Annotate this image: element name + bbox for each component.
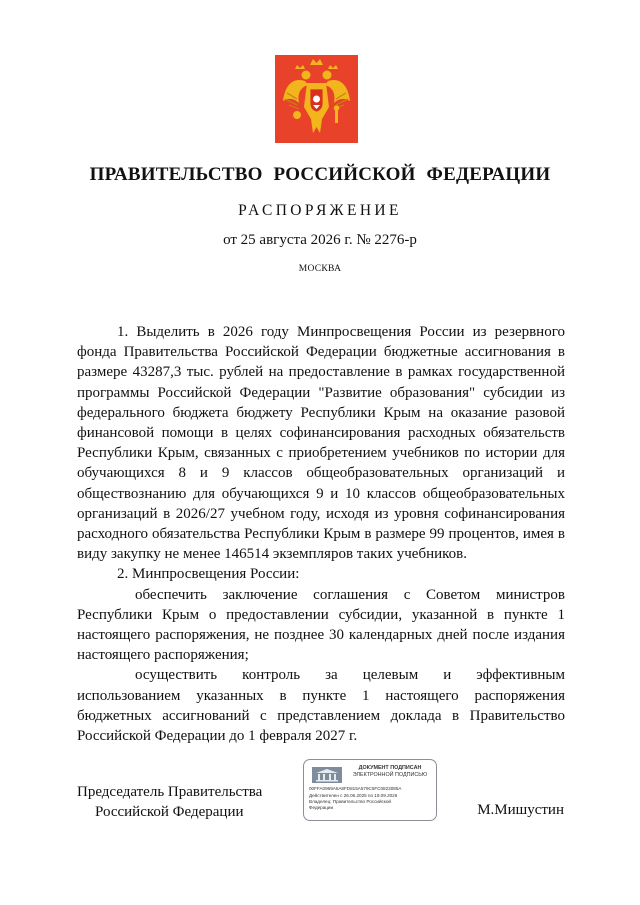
document-city: МОСКВА bbox=[298, 264, 342, 274]
paragraph-3: обеспечить заключение соглашения с Советом министров Республики Крым о предоставлении субсидии, указанной в пункте 1 настоящего распоряжения, не позднее 30 календарных дней после издания настоящего распоряжения; bbox=[77, 586, 565, 664]
government-building-icon bbox=[312, 767, 342, 783]
stamp-owner-line2: Федерации bbox=[309, 805, 334, 810]
electronic-signature-stamp bbox=[303, 759, 437, 821]
stamp-heading1: ДОКУМЕНТ ПОДПИСАН bbox=[358, 765, 422, 771]
signer-position-line2: Российской Федерации bbox=[95, 804, 244, 820]
document-type: РАСПОРЯЖЕНИЕ bbox=[238, 202, 402, 219]
stamp-owner-line1: Владелец: Правительство Российской bbox=[309, 799, 391, 804]
stamp-serial: 00FFA0969A5A8FD815A579C5FC0823085A bbox=[309, 786, 402, 791]
paragraph-4: осуществить контроль за целевым и эффективным использованием указанных в пункте 1 настоящего распоряжения бюджетных ассигнований с представлением доклада в Правительство Российской Федерации до 1 февраля 2027 г. bbox=[77, 667, 565, 745]
coat-of-arms-icon bbox=[275, 55, 358, 143]
document-date-number: от 25 августа 2026 г. № 2276-р bbox=[223, 232, 417, 248]
signer-position-line1: Председатель Правительства bbox=[77, 784, 263, 800]
stamp-valid: Действителен с 26.06.2025 по 19.09.2026 bbox=[309, 793, 398, 798]
signer-name: М.Мишустин bbox=[477, 802, 564, 818]
government-title: ПРАВИТЕЛЬСТВО РОССИЙСКОЙ ФЕДЕРАЦИИ bbox=[89, 164, 551, 185]
signer-position bbox=[77, 782, 277, 822]
document-body bbox=[77, 322, 565, 746]
paragraph-2: 2. Минпросвещения России: bbox=[117, 566, 300, 583]
paragraph-1: 1. Выделить в 2026 году Минпросвещения России из резервного фонда Правительства Российской Федерации бюджетные ассигнования в размере 43287,3 тыс. рублей на предоставление в рамках государственной программы Российской Федерации "Развитие образования" субсидии из федерального бюджета бюджету Республики Крым на оказание разовой финансовой помощи в целях софинансирования расходных обязательств Республики Крым, связанных с приобретением учебников по истории для обучающихся 8 и 9 классов общеобразовательных организаций и обществознанию для обучающихся 9 и 10 классов общеобразовательных организаций в 2026/27 учебном году, исходя из уровня софинансирования расходного обязательства Республики Крым в размере 99 процентов, имея в виду закупку не менее 146514 экземпляров таких учебников. bbox=[77, 324, 565, 563]
stamp-heading2: ЭЛЕКТРОННОЙ ПОДПИСЬЮ bbox=[352, 772, 428, 778]
